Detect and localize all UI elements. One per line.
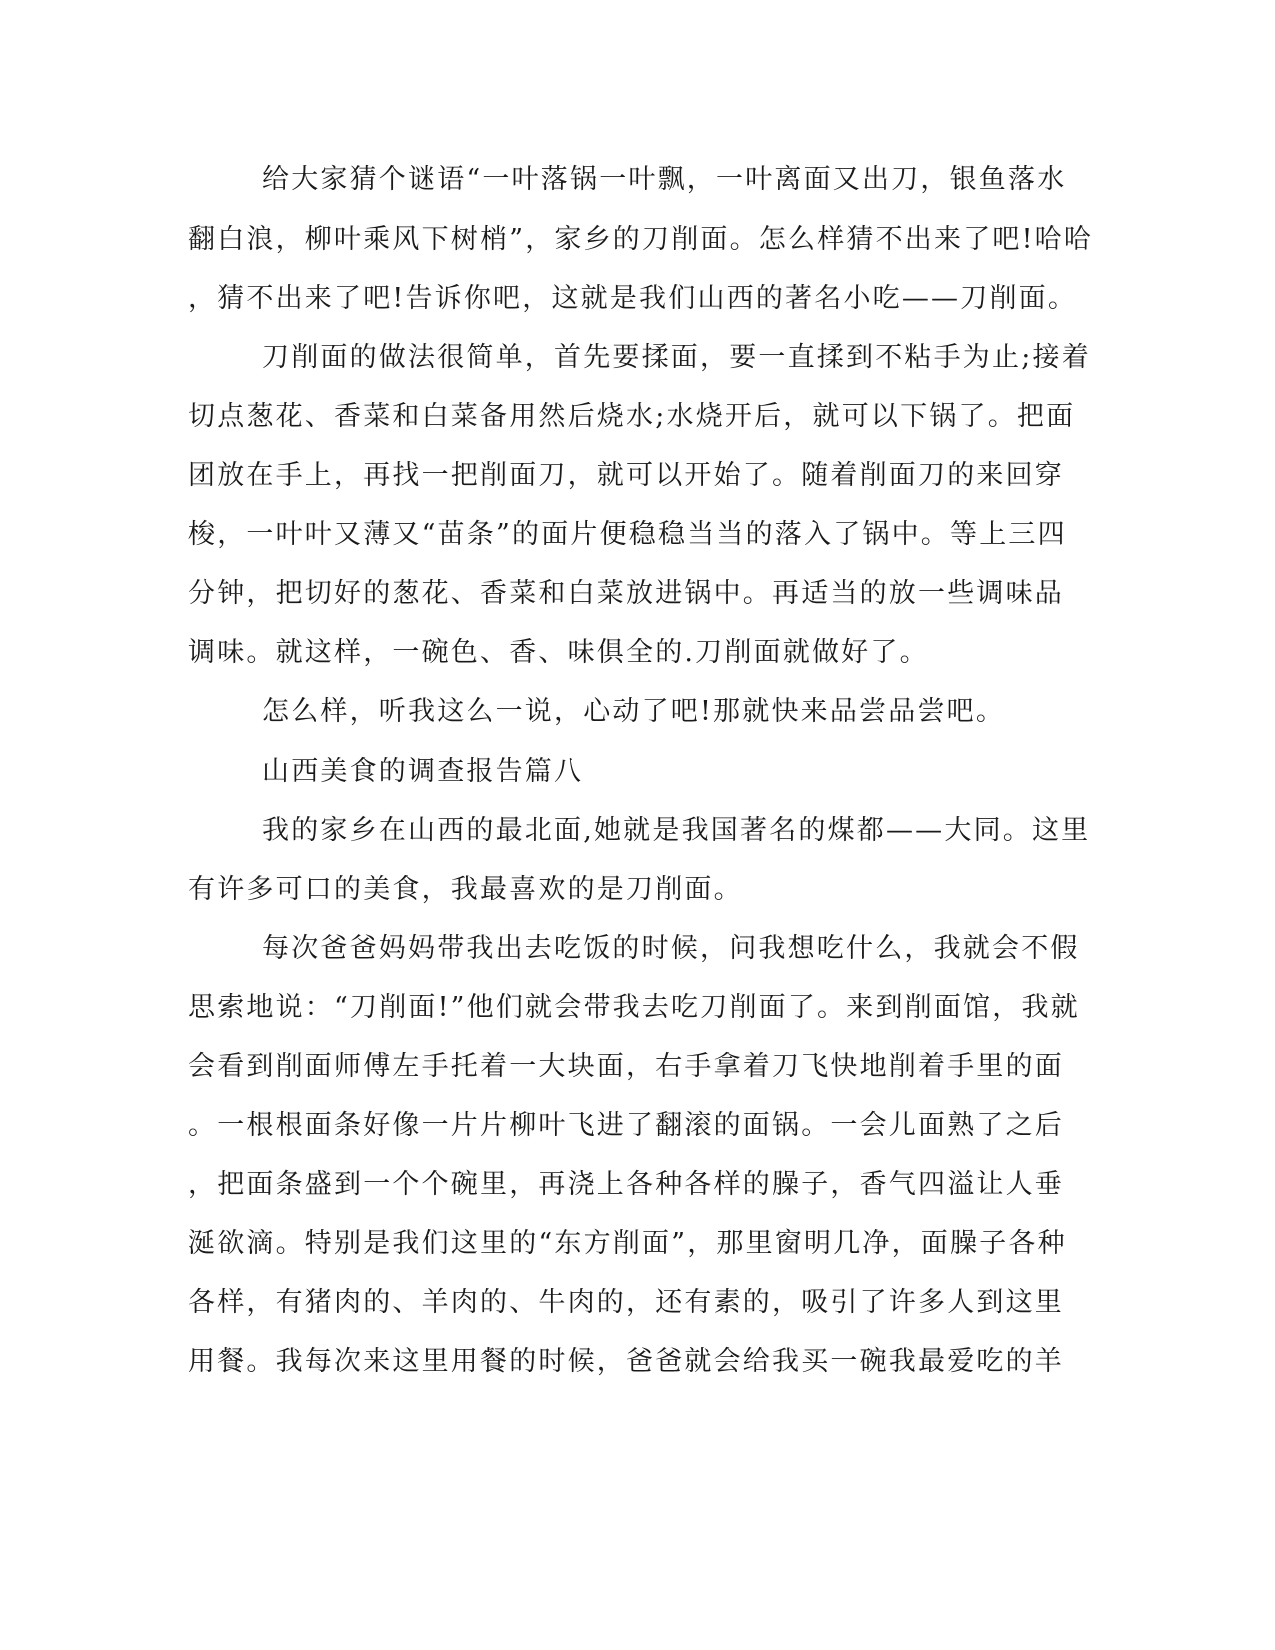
section-heading: 山西美食的调查报告篇八	[262, 756, 584, 787]
text-line: 分钟，把切好的葱花、香菜和白菜放进锅中。再适当的放一些调味品	[188, 578, 1064, 609]
text-line: 。一根根面条好像一片片柳叶飞进了翻滚的面锅。一会儿面熟了之后	[188, 1110, 1064, 1141]
text-line: 翻白浪，柳叶乘风下树梢”，家乡的刀削面。怎么样猜不出来了吧!哈哈	[188, 224, 1094, 255]
text-line: 各样，有猪肉的、羊肉的、牛肉的，还有素的，吸引了许多人到这里	[188, 1287, 1064, 1318]
text-line: 会看到削面师傅左手托着一大块面，右手拿着刀飞快地削着手里的面	[188, 1051, 1064, 1082]
text-line: ，把面条盛到一个个碗里，再浇上各种各样的臊子，香气四溢让人垂	[188, 1169, 1064, 1200]
text-line: 涎欲滴。特别是我们这里的“东方削面”，那里窗明几净，面臊子各种	[188, 1228, 1067, 1259]
text-line: 切点葱花、香菜和白菜备用然后烧水;水烧开后，就可以下锅了。把面	[188, 401, 1076, 432]
text-line: 调味。就这样，一碗色、香、味俱全的.刀削面就做好了。	[188, 637, 929, 668]
text-line: 每次爸爸妈妈带我出去吃饭的时候，问我想吃什么，我就会不假	[262, 933, 1080, 964]
text-line: 团放在手上，再找一把削面刀，就可以开始了。随着削面刀的来回穿	[188, 460, 1064, 491]
text-line: 用餐。我每次来这里用餐的时候，爸爸就会给我买一碗我最爱吃的羊	[188, 1346, 1064, 1377]
text-line: 刀削面的做法很简单，首先要揉面，要一直揉到不粘手为止;接着	[262, 342, 1091, 373]
text-line: 有许多可口的美食，我最喜欢的是刀削面。	[188, 874, 743, 905]
text-line: 思索地说：“刀削面!”他们就会带我去吃刀削面了。来到削面馆，我就	[188, 992, 1080, 1023]
text-line: ，猜不出来了吧!告诉你吧，这就是我们山西的著名小吃——刀削面。	[188, 283, 1078, 314]
text-line: 怎么样，听我这么一说，心动了吧!那就快来品尝品尝吧。	[262, 696, 1006, 727]
text-line: 梭，一叶叶又薄又“苗条”的面片便稳稳当当的落入了锅中。等上三四	[188, 519, 1067, 550]
text-line: 我的家乡在山西的最北面,她就是我国著名的煤都——大同。这里	[262, 815, 1091, 846]
text-line: 给大家猜个谜语“一叶落锅一叶飘，一叶离面又出刀，银鱼落水	[262, 164, 1067, 195]
